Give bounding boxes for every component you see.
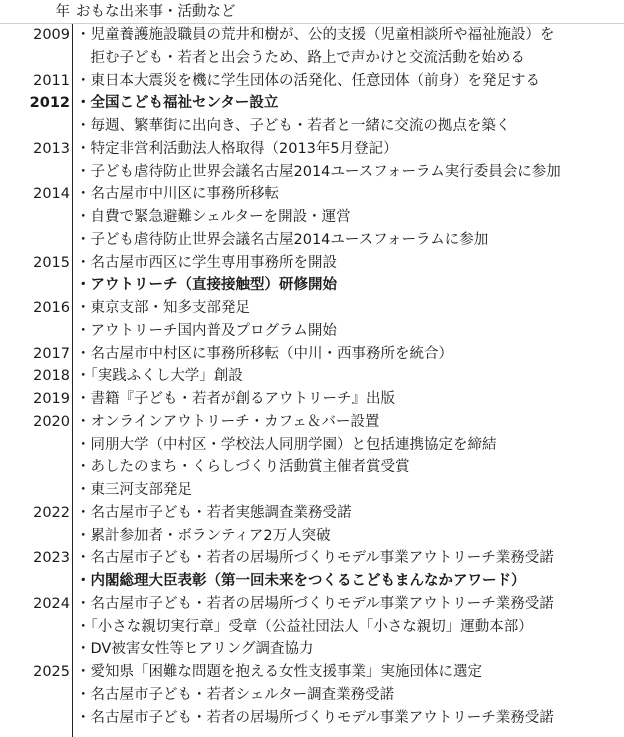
table-row bbox=[0, 138, 624, 160]
year-cell: 2017 bbox=[33, 345, 70, 362]
year-cell: 2019 bbox=[33, 391, 70, 407]
event-cell: ・東日本大震災を機に学生団体の活発化、任意団体（前身）を発足する bbox=[76, 72, 540, 89]
year-column-header: 年 bbox=[55, 4, 70, 20]
table-row bbox=[0, 297, 624, 319]
event-cell: ・毎週、繁華街に出向き、子ども・若者と一緒に交流の拠点を築く bbox=[76, 118, 511, 134]
table-row bbox=[0, 434, 624, 456]
table-row bbox=[0, 229, 624, 251]
year-cell: 2024 bbox=[33, 595, 70, 612]
event-cell: ・名古屋市中村区に事務所移転（中川・西事務所を統合） bbox=[76, 345, 453, 362]
event-cell: ・名古屋市子ども・若者の居場所づくりモデル事業アウトリーチ業務受諾 bbox=[76, 550, 554, 567]
event-cell: ・同朋大学（中村区・学校法人同朋学園）と包括連携協定を締結 bbox=[76, 436, 497, 453]
table-row bbox=[0, 411, 624, 433]
year-cell: 2020 bbox=[33, 413, 70, 430]
table-row bbox=[0, 183, 624, 205]
year-cell: 2016 bbox=[33, 300, 70, 316]
table-row bbox=[0, 343, 624, 365]
event-cell: ・児童養護施設職員の荒井和樹が、公的支援（児童相談所や福祉施設）を bbox=[76, 27, 555, 43]
event-cell: ・名古屋市子ども・若者の居場所づくりモデル事業アウトリーチ業務受諾 bbox=[76, 709, 554, 726]
event-cell: ・子ども虐待防止世界会議名古屋2014ユースフォーラム実行委員会に参加 bbox=[76, 163, 561, 180]
year-cell: 2022 bbox=[33, 504, 70, 521]
table-row bbox=[0, 479, 624, 501]
event-cell: ・東京支部・知多支部発足 bbox=[76, 300, 250, 316]
table-row bbox=[0, 161, 624, 183]
table-row bbox=[0, 115, 624, 137]
event-cell: ・アウトリーチ（直接接触型）研修開始 bbox=[76, 277, 337, 294]
table-row bbox=[0, 661, 624, 683]
year-cell: 2011 bbox=[33, 72, 70, 89]
table-row bbox=[0, 456, 624, 478]
year-cell: 2015 bbox=[33, 254, 70, 271]
year-cell: 2013 bbox=[33, 140, 70, 157]
table-row bbox=[0, 502, 624, 524]
event-cell: ・あしたのまち・くらしづくり活動賞主催者賞受賞 bbox=[76, 459, 410, 476]
event-cell: ・「小さな親切実行章」受章（公益社団法人「小さな親切」運動本部） bbox=[76, 618, 533, 635]
event-cell: 拒む子ども・若者と出会うため、路上で声かけと交流活動を始める bbox=[76, 49, 525, 66]
event-cell: ・DV被害女性等ヒアリング調査協力 bbox=[76, 641, 314, 658]
table-row bbox=[0, 547, 624, 569]
table-row bbox=[0, 252, 624, 274]
table-row bbox=[0, 365, 624, 387]
table-row bbox=[0, 570, 624, 592]
event-cell: ・名古屋市子ども・若者の居場所づくりモデル事業アウトリーチ業務受諾 bbox=[76, 595, 554, 612]
year-cell: 2023 bbox=[33, 550, 70, 567]
table-row bbox=[0, 388, 624, 410]
year-cell: 2018 bbox=[33, 368, 70, 385]
event-cell: ・累計参加者・ボランティア2万人突破 bbox=[76, 527, 331, 544]
event-cell: ・アウトリーチ国内普及プログラム開始 bbox=[76, 322, 337, 339]
event-cell: ・名古屋市西区に学生専用事務所を開設 bbox=[76, 254, 337, 271]
table-row bbox=[0, 684, 624, 706]
table-row bbox=[0, 593, 624, 615]
event-cell: ・「実践ふくし大学」創設 bbox=[76, 368, 243, 385]
event-cell: ・書籍『子ども・若者が創るアウトリーチ』出版 bbox=[76, 391, 395, 407]
table-row bbox=[0, 320, 624, 342]
event-cell: ・自費で緊急避難シェルターを開設・運営 bbox=[76, 209, 351, 225]
event-cell: ・オンラインアウトリーチ・カフェ＆バー設置 bbox=[76, 413, 380, 430]
event-cell: ・子ども虐待防止世界会議名古屋2014ユースフォーラムに参加 bbox=[76, 231, 489, 248]
year-cell: 2025 bbox=[33, 664, 70, 680]
table-row bbox=[0, 24, 624, 46]
event-cell: ・名古屋市中川区に事務所移転 bbox=[76, 186, 279, 203]
table-row bbox=[0, 206, 624, 228]
table-row bbox=[0, 47, 624, 69]
year-cell: 2014 bbox=[33, 186, 70, 203]
table-row bbox=[0, 638, 624, 660]
event-cell: ・愛知県「困難な問題を抱える女性支援事業」実施団体に選定 bbox=[76, 664, 482, 680]
event-cell: ・内閣総理大臣表彰（第一回未来をつくるこどもまんなかアワード） bbox=[76, 573, 526, 589]
event-cell: ・特定非営利活動法人格取得（2013年5月登記） bbox=[76, 140, 398, 157]
event-cell: ・名古屋市子ども・若者実態調査業務受諾 bbox=[76, 504, 352, 521]
table-row bbox=[0, 92, 624, 114]
event-cell: ・全国こども福祉センター設立 bbox=[76, 95, 279, 112]
event-cell: ・名古屋市子ども・若者シェルター調査業務受諾 bbox=[76, 686, 395, 703]
event-cell: ・東三河支部発足 bbox=[76, 482, 192, 498]
table-row bbox=[0, 616, 624, 638]
year-cell: 2009 bbox=[33, 27, 70, 43]
table-row bbox=[0, 525, 624, 547]
table-row bbox=[0, 70, 624, 92]
table-row bbox=[0, 274, 624, 296]
table-row bbox=[0, 707, 624, 729]
table-header bbox=[0, 1, 624, 23]
year-cell: 2012 bbox=[29, 95, 70, 112]
event-column-header: おもな出来事・活動など bbox=[76, 4, 236, 20]
